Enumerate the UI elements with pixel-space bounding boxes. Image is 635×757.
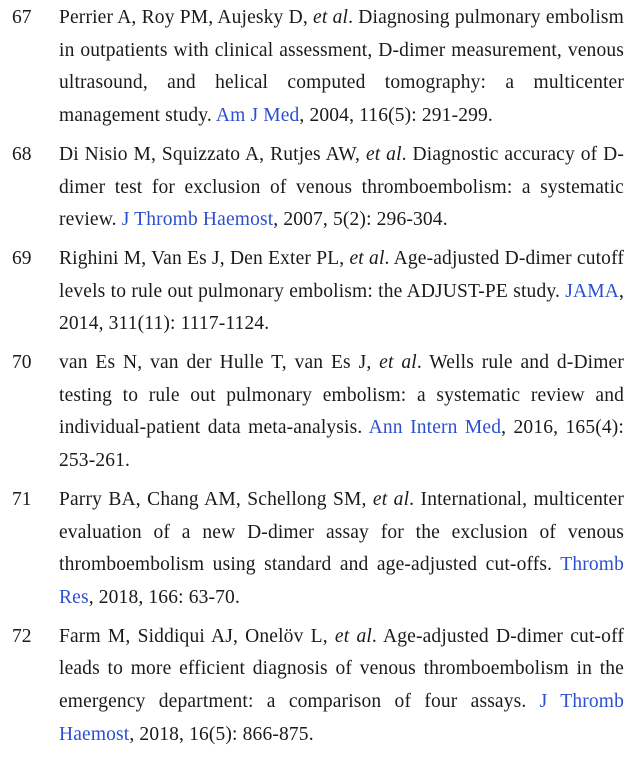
reference-number: 67 bbox=[12, 7, 32, 28]
reference-authors: Perrier A, Roy PM, Aujesky D, bbox=[59, 7, 308, 28]
reference-item-70 bbox=[0, 347, 635, 478]
reference-list bbox=[0, 2, 635, 757]
reference-citation: , 2004, 116(5): 291-299. bbox=[299, 105, 493, 127]
reference-number: 69 bbox=[12, 247, 32, 269]
et-al: et al bbox=[349, 247, 385, 269]
journal-link[interactable]: Thromb Res bbox=[59, 554, 624, 608]
reference-authors: van Es N, van der Hulle T, van Es J, bbox=[59, 352, 372, 374]
journal-link[interactable]: J Thromb Haemost bbox=[59, 691, 625, 745]
reference-authors: Di Nisio M, Squizzato A, Rutjes AW, bbox=[59, 143, 361, 165]
reference-text bbox=[59, 347, 624, 478]
reference-citation: , 2007, 5(2): 296-304. bbox=[273, 209, 448, 231]
reference-text bbox=[59, 621, 624, 752]
reference-text bbox=[59, 484, 624, 615]
journal-link[interactable]: Ann Intern Med bbox=[368, 417, 502, 439]
reference-authors: Farm M, Siddiqui AJ, Onelöv L, bbox=[59, 625, 328, 647]
et-al: et al bbox=[334, 625, 372, 647]
reference-authors: Parry BA, Chang AM, Schellong SM, bbox=[59, 488, 367, 510]
reference-item-69 bbox=[0, 243, 635, 341]
reference-citation: , 2016, 165(4): 253-261. bbox=[59, 417, 624, 472]
reference-text bbox=[59, 243, 624, 341]
et-al: et al bbox=[372, 488, 410, 510]
reference-item-72 bbox=[0, 621, 635, 752]
reference-number: 68 bbox=[12, 143, 32, 165]
reference-item-67 bbox=[0, 2, 635, 133]
journal-link[interactable]: JAMA bbox=[565, 280, 619, 302]
reference-citation: , 2018, 16(5): 866-875. bbox=[129, 723, 314, 745]
reference-number: 71 bbox=[12, 488, 32, 510]
et-al: et al bbox=[365, 143, 402, 165]
journal-link[interactable]: J Thromb Haemost bbox=[121, 209, 274, 231]
reference-title: . Diagnosing pulmonary embolism in outpatients with clinical assessment, D-dimer measurement, venous ultrasound, and helical computed tomography: a multicenter management study. bbox=[59, 7, 624, 127]
reference-title: . Age-adjusted D-dimer cut-off leads to more efficient diagnosis of venous thromboembolism in the emergency department: a comparison of four assays. bbox=[59, 625, 624, 713]
reference-citation: , 2014, 311(11): 1117-1124. bbox=[59, 280, 624, 335]
reference-title: . Wells rule and d-Dimer testing to rule out pulmonary embolism: a systematic review and individual-patient data meta-analysis. bbox=[59, 352, 625, 439]
et-al: et al bbox=[313, 7, 349, 28]
reference-title: . International, multicenter evaluation of a new D-dimer assay for the exclusion of venous thromboembolism using standard and age-adjusted cut-offs. bbox=[59, 488, 624, 576]
reference-title: . Age-adjusted D-dimer cutoff levels to rule out pulmonary embolism: the ADJUST-PE study. bbox=[59, 247, 624, 302]
et-al: et al bbox=[379, 352, 417, 374]
reference-citation: , 2018, 166: 63-70. bbox=[88, 586, 240, 608]
reference-number: 70 bbox=[12, 352, 32, 374]
journal-link[interactable]: Am J Med bbox=[215, 105, 300, 127]
reference-authors: Righini M, Van Es J, Den Exter PL, bbox=[59, 247, 345, 269]
reference-item-68 bbox=[0, 139, 635, 237]
reference-text bbox=[59, 2, 624, 133]
reference-item-71 bbox=[0, 484, 635, 615]
reference-text bbox=[59, 139, 624, 237]
reference-title: . Diagnostic accuracy of D-dimer test for exclusion of venous thromboembolism: a systematic review. bbox=[59, 143, 625, 231]
reference-number: 72 bbox=[12, 625, 32, 647]
